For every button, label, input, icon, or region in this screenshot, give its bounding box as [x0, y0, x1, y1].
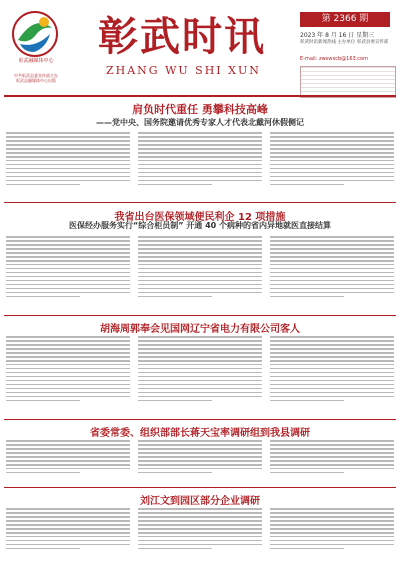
- contact-email: E-mail: zwswxcb@163.com: [300, 56, 368, 62]
- article-5-headline: 刘江文到园区部分企业调研: [140, 496, 260, 507]
- article-4-headline: 省委常委、组织部部长蒋天宝率调研组到我县调研: [90, 428, 310, 439]
- issue-number: 第 2366 期: [300, 12, 390, 27]
- article-3-body: [6, 336, 394, 416]
- divider: [4, 487, 396, 488]
- masthead-meta: 彰武时讯新闻热线 主办单位 彰武县委宣传部: [300, 40, 389, 45]
- logo-text: 彰武融媒体中心: [18, 58, 54, 64]
- article-1-headline: 肩负时代重任 勇攀科技高峰: [132, 103, 268, 116]
- divider: [4, 202, 396, 203]
- divider: [4, 315, 396, 316]
- article-2-body: [6, 236, 394, 312]
- masthead-rule: [4, 95, 396, 97]
- article-4-body: [6, 440, 394, 486]
- divider: [4, 419, 396, 420]
- article-2-headline: 我省出台医保领域便民利企 12 项措施: [114, 212, 286, 223]
- publish-date: 2023 年 8 月 16 日 星期三: [300, 32, 375, 39]
- article-3-headline: 胡海周郭奉会见国网辽宁省电力有限公司客人: [100, 324, 300, 335]
- article-2-subheadline: 医保经办服务实行“综合柜员制” 开通 40 个病种的省内异地就医直接结算: [68, 221, 331, 230]
- newspaper-pinyin: ZHANG WU SHI XUN: [106, 64, 261, 77]
- masthead-info-box: [300, 66, 396, 98]
- article-5-body: [6, 508, 394, 564]
- newspaper-title: 彰武时讯: [98, 13, 266, 60]
- article-1-body: [6, 132, 394, 198]
- logo-tagline: 中共彰武县委宣传部主办 彰武县融媒体中心出版: [14, 73, 58, 83]
- article-1-subheadline: ——党中央、国务院邀请优秀专家人才代表北戴河休假侧记: [96, 118, 304, 127]
